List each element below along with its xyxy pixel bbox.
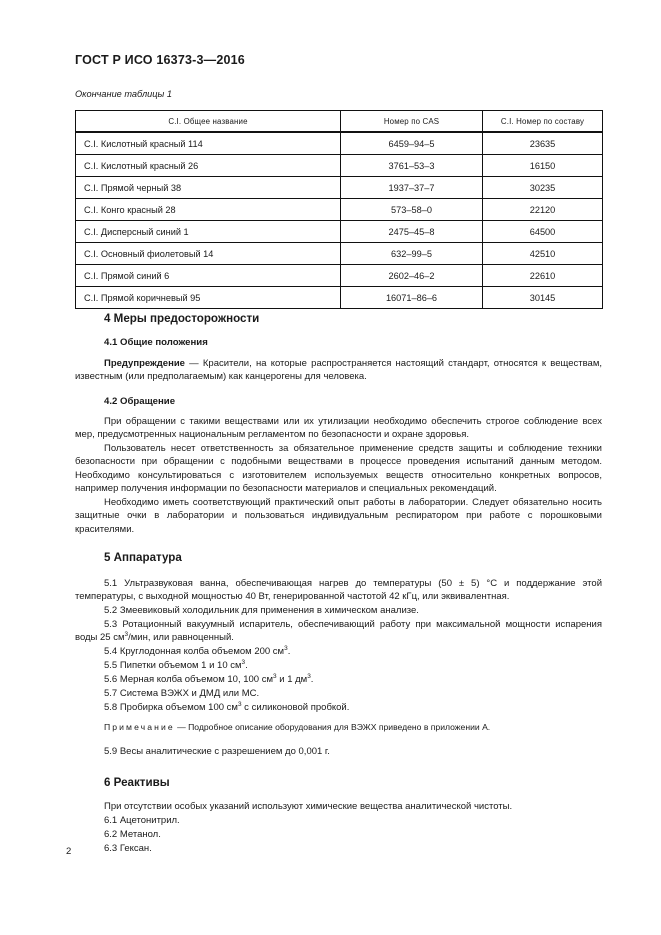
item-5-2: 5.2 Змеевиковый холодильник для применения в химическом анализе. — [104, 605, 419, 616]
cell-name: C.I. Кислотный красный 26 — [76, 155, 341, 177]
item-5-8-text-a: 5.8 Пробирка объемом 100 см — [104, 702, 238, 713]
cell-name: C.I. Конго красный 28 — [76, 199, 341, 221]
item-5-3-text-b: /мин, или равноценный. — [128, 632, 234, 644]
cell-name: C.I. Кислотный красный 114 — [76, 132, 341, 155]
item-5-6-text-b: и 1 дм — [276, 674, 308, 685]
warning-paragraph — [75, 357, 602, 384]
cell-ci: 22610 — [483, 265, 603, 287]
table-row — [76, 265, 603, 287]
item-5-5-text-b: . — [245, 660, 248, 671]
item-5-5 — [104, 659, 602, 672]
note-label: Примечание — [104, 722, 175, 732]
table-header-cell-ci: C.I. Номер по составу — [483, 111, 603, 133]
item-5-4 — [104, 645, 602, 658]
item-6-2: 6.2 Метанол. — [104, 829, 161, 840]
cell-name: C.I. Прямой коричневый 95 — [76, 287, 341, 309]
item-5-8 — [104, 701, 602, 714]
cell-name: C.I. Прямой синий 6 — [76, 265, 341, 287]
item-5-5-superscript: 3 — [241, 658, 246, 666]
item-5-6-text-c: . — [310, 674, 314, 685]
cell-cas: 2475–45–8 — [341, 221, 483, 243]
section-4-heading: 4 Меры предосторожности — [104, 312, 260, 325]
item-5-6-superscript-2: 3 — [307, 672, 311, 680]
table-row — [76, 243, 603, 265]
item-5-6 — [104, 673, 602, 686]
warning-label: Предупреждение — [104, 358, 185, 369]
cell-name: C.I. Основный фиолетовый 14 — [76, 243, 341, 265]
section-6-heading: 6 Реактивы — [104, 776, 170, 789]
table-row — [76, 287, 603, 309]
item-6-3: 6.3 Гексан. — [104, 843, 152, 854]
cell-cas: 632–99–5 — [341, 243, 483, 265]
table-header-row — [76, 111, 603, 133]
cell-cas: 16071–86–6 — [341, 287, 483, 309]
section-6-intro: При отсутствии особых указаний используют химические вещества аналитической чистоты. — [104, 801, 513, 812]
item-5-7: 5.7 Система ВЭЖХ и ДМД или МС. — [104, 688, 260, 699]
item-5-4-text-b: . — [287, 646, 291, 657]
section-4-2-paragraph-1: При обращении с такими веществами или их утилизации необходимо обеспечить строгое соблюдение всех мер, предусмотренных национальным регламентом по безопасности и охране здоровья. — [75, 416, 602, 441]
table-row — [76, 132, 603, 155]
cell-cas: 1937–37–7 — [341, 177, 483, 199]
table-head — [76, 111, 603, 133]
page-number: 2 — [66, 846, 72, 857]
item-5-1: 5.1 Ультразвуковая ванна, обеспечивающая нагрев до температуры (50 ± 5) °C и поддержание этой температуры, с выходной мощностью 40 Вт, генерированной частотой 42 кГц, или эквивалентная. — [75, 578, 602, 603]
cell-cas: 6459–94–5 — [341, 132, 483, 155]
table-header-cell-cas: Номер по CAS — [341, 111, 483, 133]
section-4-1-heading: 4.1 Общие положения — [104, 337, 208, 348]
item-5-6-text-a: 5.6 Мерная колба объемом 10, 100 см — [104, 674, 274, 685]
cell-cas: 3761–53–3 — [341, 155, 483, 177]
cell-name: C.I. Дисперсный синий 1 — [76, 221, 341, 243]
cell-ci: 23635 — [483, 132, 603, 155]
cell-ci: 30145 — [483, 287, 603, 309]
cell-cas: 2602–46–2 — [341, 265, 483, 287]
cell-ci: 30235 — [483, 177, 603, 199]
colour-index-table-wrapper — [75, 110, 602, 309]
item-5-6-superscript-1: 3 — [273, 672, 277, 680]
item-5-8-text-b: с силиконовой пробкой. — [241, 702, 350, 713]
table-caption: Окончание таблицы 1 — [75, 89, 172, 99]
cell-cas: 573–58–0 — [341, 199, 483, 221]
table-row — [76, 221, 603, 243]
cell-ci: 42510 — [483, 243, 603, 265]
item-5-3-text-a: 5.3 Ротационный вакуумный испаритель, обеспечивающий работу при максимальной мощности испарения воды 25 см — [75, 619, 602, 644]
table-header-cell-name: C.I. Общее название — [76, 111, 341, 133]
table-body — [76, 132, 603, 309]
section-4-2-paragraph-2: Пользователь несет ответственность за обязательное применение средств защиты и соблюдение техники безопасности при обращении с подобными веществами в процессе проведения испытаний данным методом. Необходимо консультироваться с изготовителем используемых веществ относительно конкретных вопросов, например получения информации по безопасности материалов и специальных рекомендаций. — [75, 443, 602, 495]
cell-ci: 64500 — [483, 221, 603, 243]
cell-ci: 16150 — [483, 155, 603, 177]
colour-index-table — [75, 110, 603, 309]
item-5-5-text-a: 5.5 Пипетки объемом 1 и 10 см — [104, 660, 242, 671]
item-6-1: 6.1 Ацетонитрил. — [104, 815, 180, 826]
cell-name: C.I. Прямой черный 38 — [76, 177, 341, 199]
section-5-heading: 5 Аппаратура — [104, 551, 182, 564]
section-4-2-heading: 4.2 Обращение — [104, 396, 176, 407]
table-row — [76, 199, 603, 221]
warning-text: — Красители, на которые распространяется настоящий стандарт, относятся к веществам, известным (или предполагаемым) как канцерогены для человека. — [75, 358, 602, 383]
item-5-3 — [75, 618, 602, 645]
item-5-8-superscript: 3 — [237, 700, 242, 708]
page-title: ГОСТ Р ИСО 16373-3—2016 — [75, 53, 245, 67]
note-hplc — [104, 721, 602, 733]
item-5-3-superscript: 3 — [124, 631, 129, 639]
cell-ci: 22120 — [483, 199, 603, 221]
note-text: — Подробное описание оборудования для ВЭЖХ приведено в приложении А. — [174, 722, 491, 732]
item-5-4-text-a: 5.4 Круглодонная колба объемом 200 см — [104, 646, 285, 657]
section-4-2-paragraph-3: Необходимо иметь соответствующий практический опыт работы в лаборатории. Следует обязательно носить защитные очки в лаборатории и пользоваться индивидуальным респиратором при работе с порошковыми красителями. — [75, 497, 602, 535]
table-row — [76, 177, 603, 199]
table-row — [76, 155, 603, 177]
item-5-4-superscript: 3 — [284, 644, 288, 652]
item-5-9: 5.9 Весы аналитические с разрешением до 0,001 г. — [104, 746, 330, 757]
